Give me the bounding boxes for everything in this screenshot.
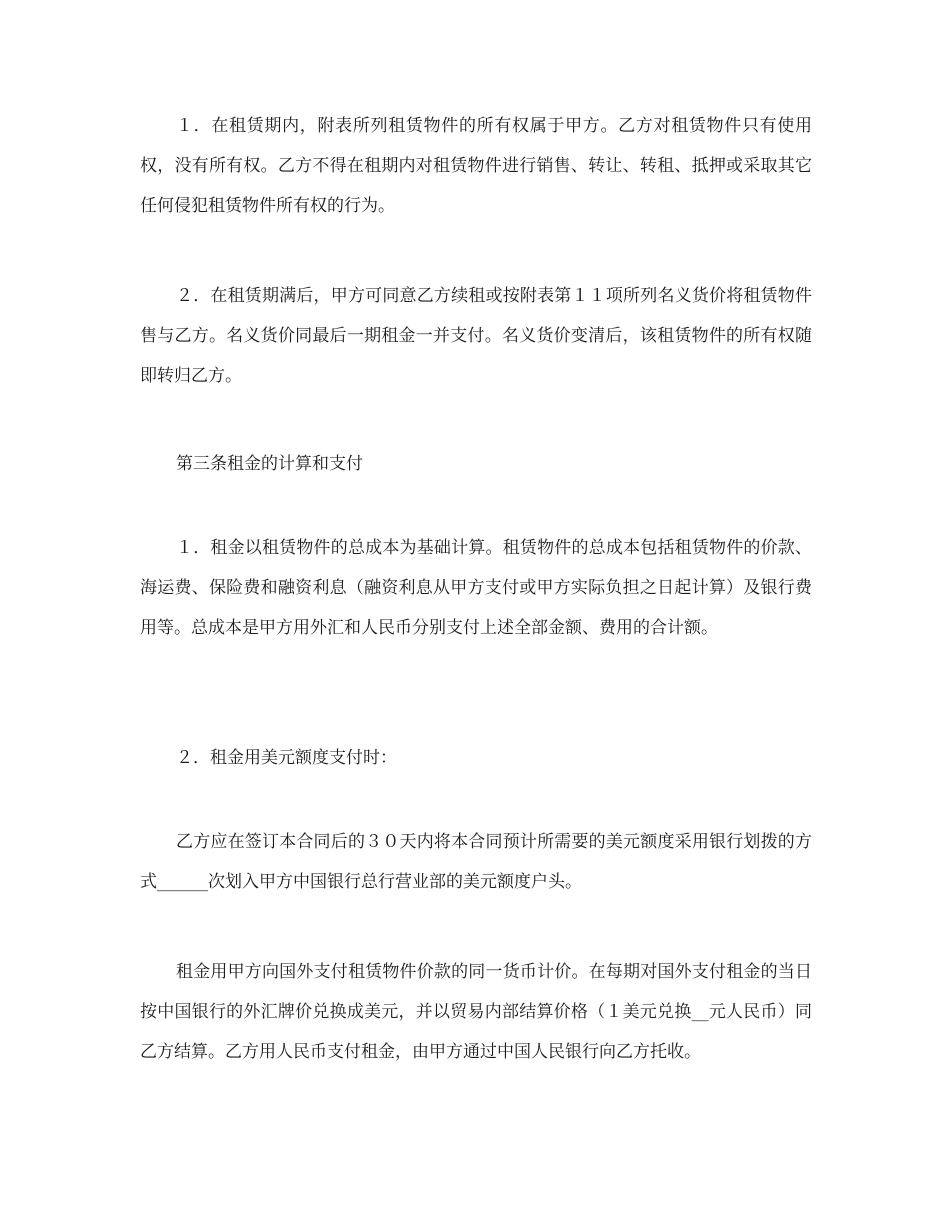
paragraph-usd-quota-transfer: 乙方应在签订本合同后的３０天内将本合同预计所需要的美元额度采用银行划拨的方式______次划入甲方中国银行总行营业部的美元额度户头。 xyxy=(140,832,812,892)
section-heading-rent: 第三条租金的计算和支付 xyxy=(176,454,363,474)
paragraph-usd-payment: ２．租金用美元额度支付时： xyxy=(176,748,397,768)
paragraph-lease-expiry: ２．在租赁期满后，甲方可同意乙方续租或按附表第１１项所列名义货价将租赁物件售与乙方。名义货价同最后一期租金一并支付。名义货价变清后，该租赁物件的所有权随即转归乙方。 xyxy=(140,286,812,386)
paragraph-rent-calculation: １．租金以租赁物件的总成本为基础计算。租赁物件的总成本包括租赁物件的价款、海运费、保险费和融资利息（融资利息从甲方支付或甲方实际负担之日起计算）及银行费用等。总成本是甲方用外汇和人民币分别支付上述全部金额、费用的合计额。 xyxy=(140,538,812,638)
paragraph-currency-settlement: 租金用甲方向国外支付租赁物件价款的同一货币计价。在每期对国外支付租金的当日按中国银行的外汇牌价兑换成美元，并以贸易内部结算价格（１美元兑换__元人民币）同乙方结算。乙方用人民币支付租金，由甲方通过中国人民银行向乙方托收。 xyxy=(140,962,812,1062)
paragraph-ownership: １．在租赁期内，附表所列租赁物件的所有权属于甲方。乙方对租赁物件只有使用权，没有所有权。乙方不得在租期内对租赁物件进行销售、转让、转租、抵押或采取其它任何侵犯租赁物件所有权的行为。 xyxy=(140,116,812,216)
